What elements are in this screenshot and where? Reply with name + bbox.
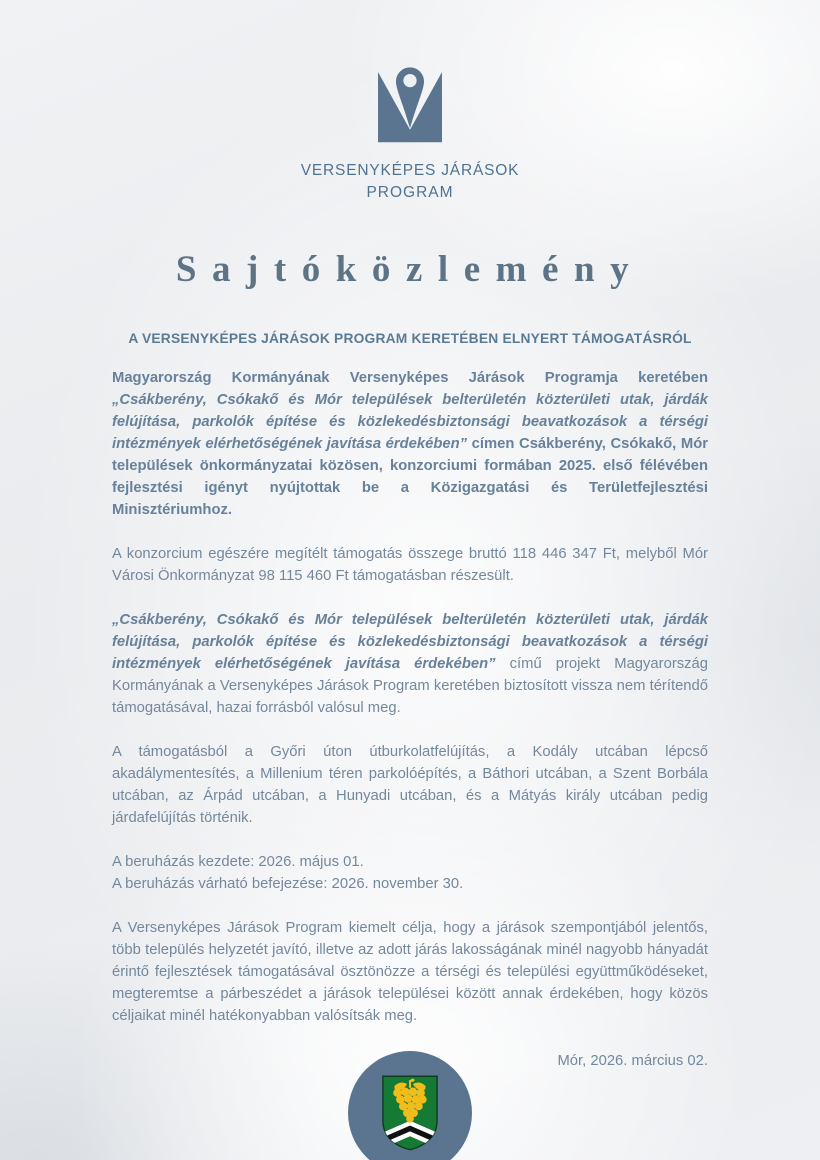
paragraph: [112, 917, 708, 1027]
text-run: Magyarország Kormányának Versenyképes Járások Programja keretében: [112, 370, 708, 386]
paragraph: [112, 609, 708, 719]
text-run: A támogatásból a Győri úton útburkolatfelújítás, a Kodály utcában lépcső akadálymentesítés, a Millenium téren parkolóépítés, a Báthori utcában, a Szent Borbála utcában, az Árpád utcában, a Hunyadi utcában, és a Mátyás király utcában pedig járdafelújítás történik.: [112, 744, 708, 826]
paragraph: [112, 367, 708, 521]
logo-wordmark-line2: [0, 184, 820, 202]
text-run: A konzorcium egészére megítélt támogatás összege bruttó 118 446 347 Ft, melyből Mór Városi Önkormányzat 98 115 460 Ft támogatásban részesült.: [112, 546, 708, 584]
text-run: című projekt Magyarország Kormányának a Versenyképes Járások Program keretében biztosított vissza nem térítendő támogatásával, hazai forrásból valósul meg.: [112, 656, 708, 716]
page-title: Sajtóközlemény: [175, 249, 645, 290]
logo-wordmark-line1: VERSENYKÉPES JÁRÁSOK: [300, 162, 520, 179]
page-subtitle: A VERSENYKÉPES JÁRÁSOK PROGRAM KERETÉBEN ELNYERT TÁMOGATÁSRÓL: [128, 331, 692, 346]
text-run: „Csákberény, Csókakő és Mór települések belterületén közterületi utak, járdák felújítása, parkolók építése és közlekedésbiztonsági beavatkozások a térségi intézmények elérhetőségének javítása érdekében”: [112, 392, 708, 452]
program-logo: [0, 0, 820, 202]
dateline: Mór, 2026. március 02.: [557, 1053, 708, 1069]
location-pin-logo-icon: [371, 60, 449, 148]
text-run: „Csákberény, Csókakő és Mór települések belterületén közterületi utak, járdák felújítása, parkolók építése és közlekedésbiztonsági beavatkozások a térségi intézmények elérhetőségének javítása érdekében”: [112, 612, 708, 672]
text-run: címen Csákberény, Csókakő, Mór települések önkormányzatai közösen, konzorciumi formában 2025. első félévében fejlesztési igényt nyújtottak be a Közigazgatási és Területfejlesztési Minisztériumhoz.: [112, 436, 708, 518]
text-run: A beruházás kezdete: 2026. május 01.: [112, 854, 364, 870]
text-run: A Versenyképes Járások Program kiemelt célja, hogy a járások szempontjából jelentős, több település helyzetét javító, illetve az adott járás lakosságának minél nagyobb hányadát érintő fejlesztések támogatásával ösztönözze a térségi és települési együttműködéseket, megteremtse a párbeszédet a járások települései között annak érdekében, hogy közös céljaikat minél hatékonyabban valósítsák meg.: [112, 920, 708, 1024]
paragraph: [112, 543, 708, 587]
paragraph: [112, 741, 708, 829]
mor-coat-of-arms-icon: [381, 1074, 439, 1152]
body-paragraphs: [112, 367, 708, 1027]
paragraph: [112, 851, 708, 895]
text-run: A beruházás várható befejezése: 2026. november 30.: [112, 876, 464, 892]
logo-program-label: PROGRAM: [366, 184, 454, 201]
